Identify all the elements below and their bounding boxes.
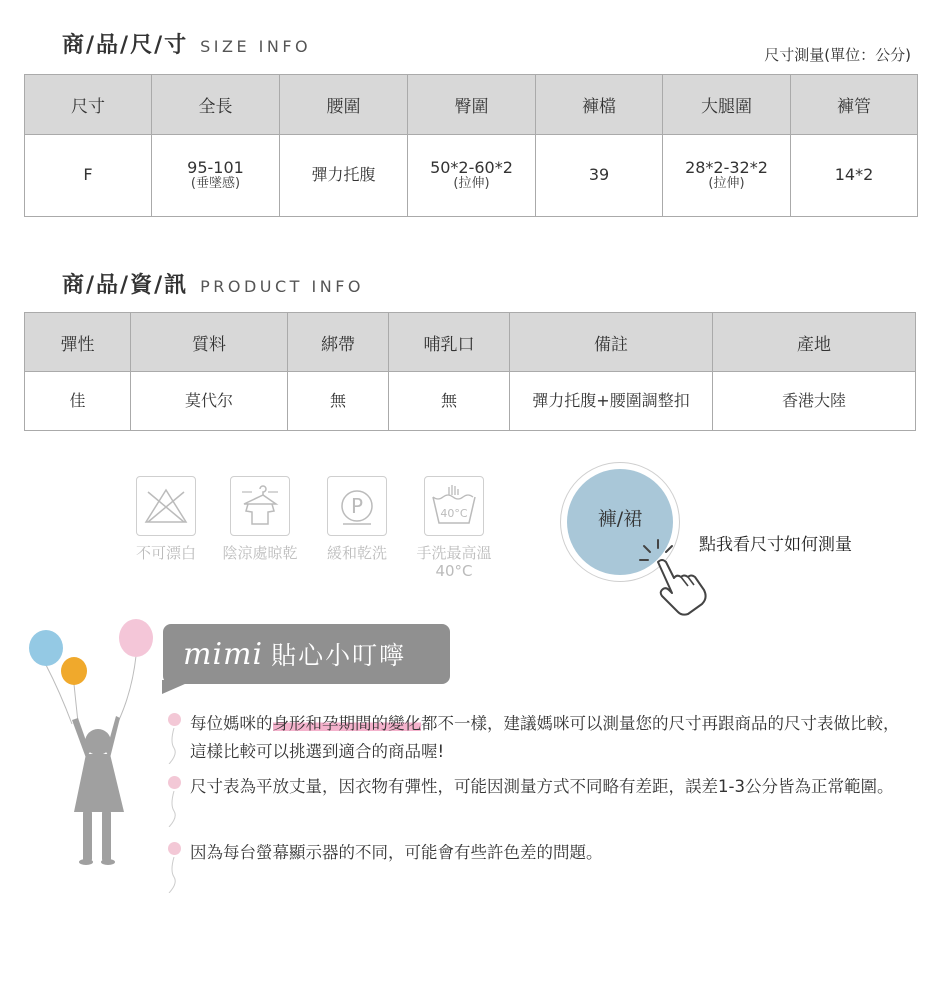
size-cell-length — [152, 135, 280, 217]
size-table-header-row — [25, 75, 918, 135]
product-header-tie: 綁帶 — [288, 313, 389, 372]
size-header-rise: 褲檔 — [536, 75, 663, 135]
care-label: 緩和乾洗 — [326, 544, 387, 562]
size-guide-label: 褲/裙 — [597, 507, 643, 530]
size-header-length: 全長 — [152, 75, 280, 135]
product-cell-origin: 香港大陸 — [713, 372, 916, 431]
table-row — [25, 135, 918, 217]
product-info-title — [62, 268, 364, 299]
cell-value: 50*2-60*2 — [430, 157, 513, 177]
tip-text — [190, 710, 908, 766]
size-header-hip: 臀圍 — [408, 75, 536, 135]
product-cell-material: 莫代尔 — [131, 372, 288, 431]
tip-item — [168, 710, 908, 766]
cell-value: 95-101 — [187, 157, 244, 177]
care-no-bleach — [130, 476, 202, 562]
tip-item — [168, 839, 908, 867]
product-header-elasticity: 彈性 — [25, 313, 131, 372]
tip-bullet-string — [168, 791, 178, 827]
size-info-title-zh: 商/品/尺/寸 — [62, 33, 189, 58]
tips-title: 貼心小叮嚀 — [271, 641, 407, 670]
tips-brand: mimi — [183, 636, 264, 672]
care-label: 不可漂白 — [135, 544, 196, 562]
product-cell-elasticity: 佳 — [25, 372, 131, 431]
hand-wash-temp: 40°C — [440, 507, 468, 520]
tip-bullet — [168, 776, 181, 789]
cell-value: 14*2 — [834, 165, 874, 185]
cell-note: (拉伸) — [708, 176, 745, 192]
product-cell-tie: 無 — [288, 372, 389, 431]
size-info-title — [62, 28, 311, 59]
product-table — [24, 312, 916, 431]
product-cell-remarks: 彈力托腹+腰圍調整扣 — [510, 372, 713, 431]
tip-bullet-string — [168, 728, 178, 764]
size-header-thigh: 大腿圍 — [663, 75, 791, 135]
care-shade-dry — [214, 476, 306, 562]
table-row — [25, 372, 916, 431]
product-header-remarks: 備註 — [510, 313, 713, 372]
tip-text-pre: 每位媽咪的 — [190, 714, 273, 733]
cell-value: 39 — [588, 165, 610, 185]
product-info-title-en: PRODUCT INFO — [200, 277, 365, 296]
girl-balloons-illustration — [20, 612, 165, 874]
care-hand-wash — [408, 476, 500, 580]
cell-value: 彈力托腹 — [311, 165, 376, 185]
product-header-material: 質料 — [131, 313, 288, 372]
unit-note: 尺寸測量(單位：公分) — [764, 46, 911, 64]
tips-bubble-tail — [162, 680, 194, 694]
size-cell-rise — [536, 135, 663, 217]
product-table-header-row — [25, 313, 916, 372]
gentle-dry-clean-icon — [327, 476, 387, 536]
size-guide-link[interactable]: 點我看尺寸如何測量 — [699, 535, 852, 555]
blue-balloon — [29, 630, 63, 666]
care-label: 手洗最高溫 — [416, 544, 492, 562]
size-cell-leg-opening — [791, 135, 918, 217]
size-info-title-en: SIZE INFO — [200, 37, 312, 56]
product-info-title-zh: 商/品/資/訊 — [62, 273, 189, 298]
tip-item — [168, 773, 908, 801]
tip-text: 尺寸表為平放丈量，因衣物有彈性，可能因測量方式不同略有差距，誤差1-3公分皆為正常範圍。 — [190, 777, 894, 796]
care-gentle-dry-clean — [320, 476, 394, 562]
size-cell-size — [25, 135, 152, 217]
no-bleach-icon — [136, 476, 196, 536]
cell-value: F — [83, 165, 93, 185]
shade-dry-icon — [230, 476, 290, 536]
product-cell-nursing: 無 — [389, 372, 510, 431]
hand-wash-icon — [424, 476, 484, 536]
size-table — [24, 74, 918, 217]
size-header-waist: 腰圍 — [280, 75, 408, 135]
tip-text-highlight: 身形和孕期間的變化 — [272, 714, 421, 733]
size-cell-hip — [408, 135, 536, 217]
tip-bullet-string — [168, 857, 178, 893]
care-label-temp: 40°C — [435, 562, 473, 580]
size-header-size: 尺寸 — [25, 75, 152, 135]
product-header-origin: 產地 — [713, 313, 916, 372]
cell-value: 28*2-32*2 — [685, 157, 768, 177]
size-cell-thigh — [663, 135, 791, 217]
size-header-leg-opening: 褲管 — [791, 75, 918, 135]
care-label: 陰涼處晾乾 — [222, 544, 298, 562]
pink-balloon — [119, 619, 153, 657]
orange-balloon — [61, 657, 87, 685]
tip-text: 因為每台螢幕顯示器的不同，可能會有些許色差的問題。 — [190, 843, 603, 862]
cell-note: (垂墜感) — [190, 176, 241, 192]
tips-header — [163, 624, 450, 684]
girl-silhouette — [72, 716, 124, 865]
size-cell-waist — [280, 135, 408, 217]
tip-bullet — [168, 713, 181, 726]
tip-text-post: 都不一樣，建議媽咪可以測量您的尺寸再跟商品的尺寸表做比較，這樣比較可以挑選到適合的商品喔! — [190, 714, 900, 761]
svg-text:P: P — [350, 494, 364, 518]
product-header-nursing: 哺乳口 — [389, 313, 510, 372]
cell-note: (拉伸) — [453, 176, 490, 192]
tip-bullet — [168, 842, 181, 855]
